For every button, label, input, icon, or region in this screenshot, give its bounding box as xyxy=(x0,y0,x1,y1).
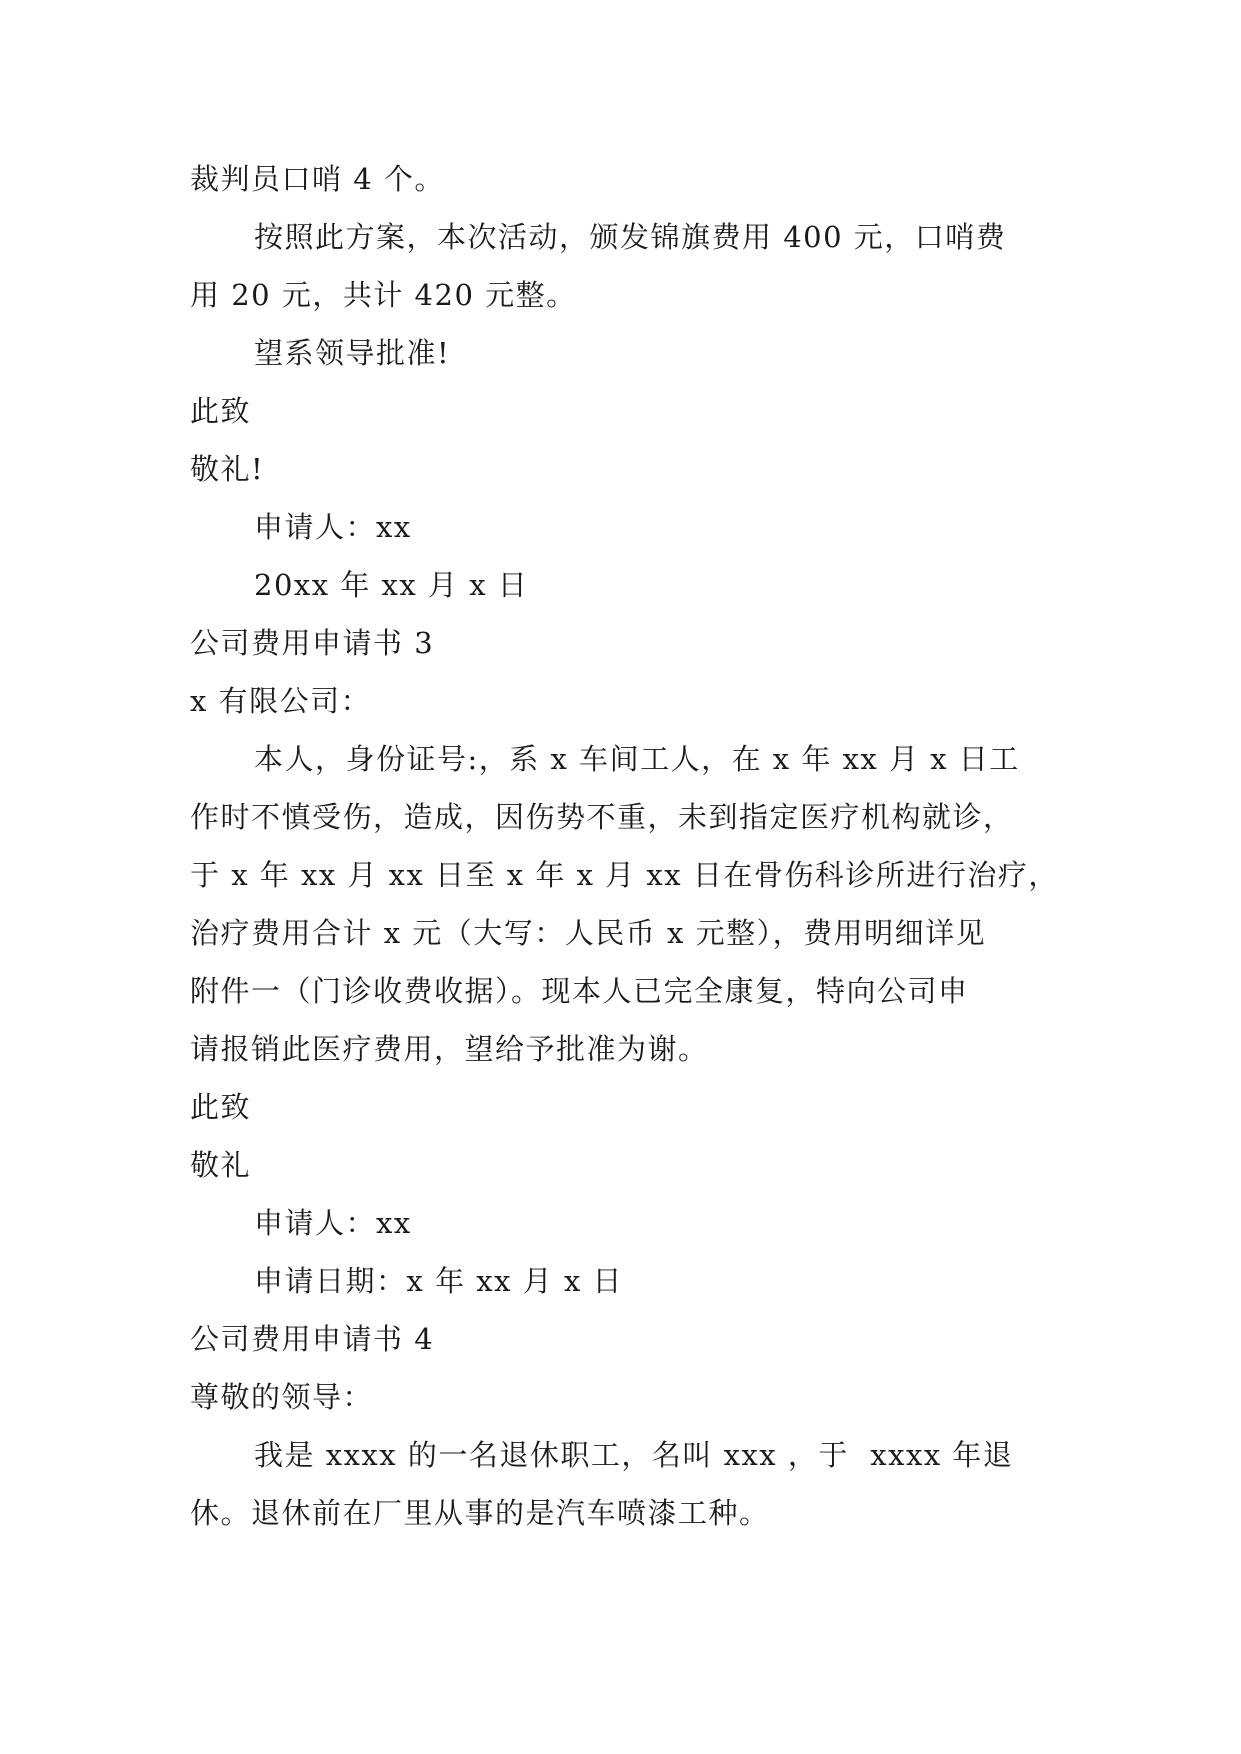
text-line: 附件一（门诊收费收据）。现本人已完全康复，特向公司申 xyxy=(190,974,969,1008)
text-line: 休。退休前在厂里从事的是汽车喷漆工种。 xyxy=(190,1496,770,1530)
addressee-line: x 有限公司： xyxy=(190,684,372,718)
text-line: 作时不慎受伤，造成，因伤势不重，未到指定医疗机构就诊， xyxy=(190,800,1014,834)
date-line: 申请日期：x 年 xx 月 x 日 xyxy=(254,1264,624,1298)
text-line: 用 20 元，共计 420 元整。 xyxy=(190,278,577,312)
text-line: 裁判员口哨 4 个。 xyxy=(190,162,445,196)
date-line: 20xx 年 xx 月 x 日 xyxy=(254,568,529,602)
text-line: 按照此方案，本次活动，颁发锦旗费用 400 元，口哨费 xyxy=(254,220,1007,254)
closing-regards: 敬礼! xyxy=(190,452,265,486)
addressee-line: 尊敬的领导： xyxy=(190,1380,374,1414)
section-title: 公司费用申请书 4 xyxy=(190,1322,435,1356)
section-title: 公司费用申请书 3 xyxy=(190,626,435,660)
document-body xyxy=(190,150,1060,1542)
text-line: 请报销此医疗费用，望给予批准为谢。 xyxy=(190,1032,709,1066)
text-line: 望系领导批准! xyxy=(254,336,451,370)
applicant-line: 申请人：xx xyxy=(254,510,412,544)
text-line: 我是 xxxx 的一名退休职工，名叫 xxx ，于 xxxx 年退 xyxy=(254,1438,1014,1472)
closing-salutation: 此致 xyxy=(190,394,252,428)
applicant-line: 申请人：xx xyxy=(254,1206,412,1240)
text-line: 治疗费用合计 x 元（大写：人民币 x 元整），费用明细详见 xyxy=(190,916,987,950)
text-line: 于 x 年 xx 月 xx 日至 x 年 x 月 xx 日在骨伤科诊所进行治疗， xyxy=(190,858,1059,892)
text-line: 本人，身份证号:，系 x 车间工人，在 x 年 xx 月 x 日工 xyxy=(254,742,1020,776)
closing-salutation: 此致 xyxy=(190,1090,252,1124)
closing-regards: 敬礼 xyxy=(190,1148,252,1182)
